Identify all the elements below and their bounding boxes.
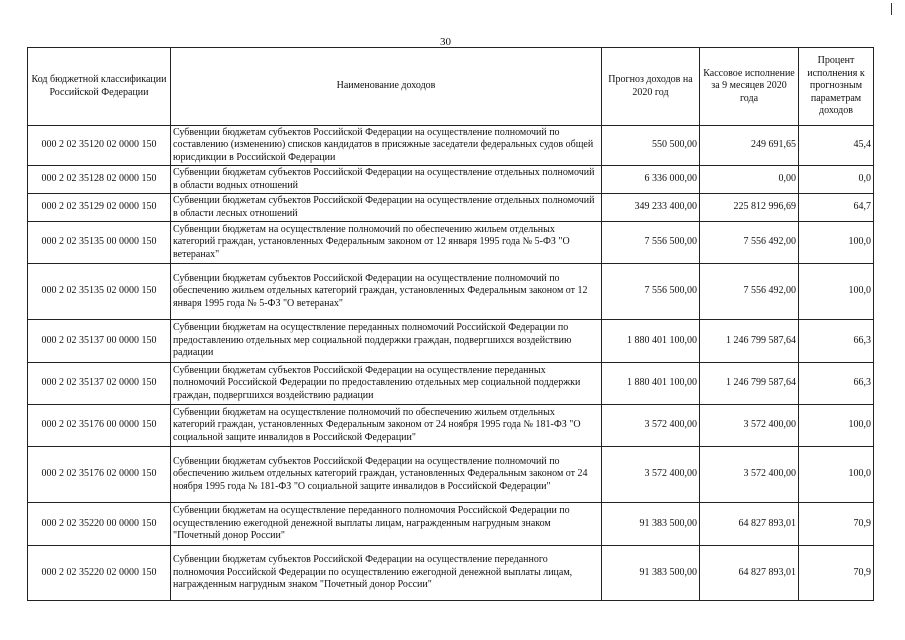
table-row xyxy=(28,447,874,503)
table-row xyxy=(28,126,874,166)
cell-name: Субвенции бюджетам на осуществление полномочий по обеспечению жильем отдельных категорий граждан, установленных Федеральным законом от 24 ноября 1995 года № 181-ФЗ "О социальной защите инвалидов в Российской Федерации" xyxy=(171,405,602,447)
cell-name: Субвенции бюджетам на осуществление переданного полномочия Российской Федерации по осуществлению ежегодной денежной выплаты лицам, награжденным нагрудным знаком "Почетный донор России" xyxy=(171,503,602,546)
cell-percent: 0,0 xyxy=(799,166,874,194)
cell-percent: 45,4 xyxy=(799,126,874,166)
cell-name: Субвенции бюджетам субъектов Российской Федерации на осуществление полномочий по составлению (изменению) списков кандидатов в присяжные заседатели федеральных судов общей юрисдикции в Российской Федерации xyxy=(171,126,602,166)
cell-percent: 70,9 xyxy=(799,503,874,546)
table-row xyxy=(28,222,874,264)
cell-forecast: 6 336 000,00 xyxy=(602,166,700,194)
cell-name: Субвенции бюджетам субъектов Российской Федерации на осуществление полномочий по обеспечению жильем отдельных категорий граждан, установленных Федеральным законом от 24 ноября 1995 года № 181-ФЗ "О социальной защите инвалидов в Российской Федерации" xyxy=(171,447,602,503)
header-forecast: Прогноз доходов на 2020 год xyxy=(602,48,700,126)
table-row xyxy=(28,194,874,222)
table-body xyxy=(28,126,874,601)
cell-percent: 100,0 xyxy=(799,405,874,447)
cell-actual: 64 827 893,01 xyxy=(700,546,799,601)
cell-actual: 249 691,65 xyxy=(700,126,799,166)
cell-actual: 3 572 400,00 xyxy=(700,447,799,503)
cell-name: Субвенции бюджетам субъектов Российской Федерации на осуществление отдельных полномочий в области водных отношений xyxy=(171,166,602,194)
cell-actual: 7 556 492,00 xyxy=(700,222,799,264)
cell-actual: 3 572 400,00 xyxy=(700,405,799,447)
cell-forecast: 1 880 401 100,00 xyxy=(602,320,700,363)
cell-name: Субвенции бюджетам субъектов Российской Федерации на осуществление полномочий по обеспечению жильем отдельных категорий граждан, установленных Федеральным законом от 12 января 1995 года № 5-ФЗ "О ветеранах" xyxy=(171,264,602,320)
table-row xyxy=(28,405,874,447)
table-row xyxy=(28,546,874,601)
cell-name: Субвенции бюджетам субъектов Российской Федерации на осуществление отдельных полномочий в области лесных отношений xyxy=(171,194,602,222)
cell-percent: 100,0 xyxy=(799,264,874,320)
cell-actual: 1 246 799 587,64 xyxy=(700,320,799,363)
cell-forecast: 3 572 400,00 xyxy=(602,405,700,447)
cell-forecast: 1 880 401 100,00 xyxy=(602,363,700,405)
cell-name: Субвенции бюджетам субъектов Российской Федерации на осуществление переданных полномочий Российской Федерации по предоставлению отдельных мер социальной поддержки граждан, подвергшихся воздействию радиации xyxy=(171,363,602,405)
table-row xyxy=(28,363,874,405)
revenue-table xyxy=(27,47,874,601)
cell-percent: 66,3 xyxy=(799,320,874,363)
cell-name: Субвенции бюджетам на осуществление переданных полномочий Российской Федерации по предоставлению отдельных мер социальной поддержки граждан, подвергшихся воздействию радиации xyxy=(171,320,602,363)
cell-actual: 0,00 xyxy=(700,166,799,194)
table-header-row xyxy=(28,48,874,126)
cell-actual: 1 246 799 587,64 xyxy=(700,363,799,405)
cell-actual: 64 827 893,01 xyxy=(700,503,799,546)
cell-percent: 66,3 xyxy=(799,363,874,405)
cell-code: 000 2 02 35120 02 0000 150 xyxy=(28,126,171,166)
cell-code: 000 2 02 35135 00 0000 150 xyxy=(28,222,171,264)
cell-code: 000 2 02 35129 02 0000 150 xyxy=(28,194,171,222)
header-code: Код бюджетной классификации Российской Федерации xyxy=(28,48,171,126)
table-row xyxy=(28,264,874,320)
cell-code: 000 2 02 35135 02 0000 150 xyxy=(28,264,171,320)
cell-name: Субвенции бюджетам субъектов Российской Федерации на осуществление переданного полномочия Российской Федерации по осуществлению ежегодной денежной выплаты лицам, награжденным нагрудным знаком "Почетный донор России" xyxy=(171,546,602,601)
cell-percent: 70,9 xyxy=(799,546,874,601)
cell-actual: 7 556 492,00 xyxy=(700,264,799,320)
cell-code: 000 2 02 35137 02 0000 150 xyxy=(28,363,171,405)
scan-edge-mark xyxy=(891,3,892,15)
cell-code: 000 2 02 35176 02 0000 150 xyxy=(28,447,171,503)
table-row xyxy=(28,166,874,194)
header-percent: Процент исполнения к прогнозным параметрам доходов xyxy=(799,48,874,126)
cell-code: 000 2 02 35137 00 0000 150 xyxy=(28,320,171,363)
header-actual: Кассовое исполнение за 9 месяцев 2020 года xyxy=(700,48,799,126)
header-name: Наименование доходов xyxy=(171,48,602,126)
cell-forecast: 91 383 500,00 xyxy=(602,546,700,601)
cell-forecast: 7 556 500,00 xyxy=(602,264,700,320)
cell-percent: 100,0 xyxy=(799,447,874,503)
cell-forecast: 3 572 400,00 xyxy=(602,447,700,503)
cell-forecast: 7 556 500,00 xyxy=(602,222,700,264)
cell-code: 000 2 02 35220 02 0000 150 xyxy=(28,546,171,601)
cell-forecast: 91 383 500,00 xyxy=(602,503,700,546)
cell-forecast: 550 500,00 xyxy=(602,126,700,166)
cell-name: Субвенции бюджетам на осуществление полномочий по обеспечению жильем отдельных категорий граждан, установленных Федеральным законом от 12 января 1995 года № 5-ФЗ "О ветеранах" xyxy=(171,222,602,264)
table-row xyxy=(28,320,874,363)
cell-percent: 100,0 xyxy=(799,222,874,264)
cell-code: 000 2 02 35128 02 0000 150 xyxy=(28,166,171,194)
cell-code: 000 2 02 35220 00 0000 150 xyxy=(28,503,171,546)
cell-actual: 225 812 996,69 xyxy=(700,194,799,222)
table-row xyxy=(28,503,874,546)
cell-percent: 64,7 xyxy=(799,194,874,222)
cell-forecast: 349 233 400,00 xyxy=(602,194,700,222)
page-number: 30 xyxy=(440,36,451,48)
cell-code: 000 2 02 35176 00 0000 150 xyxy=(28,405,171,447)
